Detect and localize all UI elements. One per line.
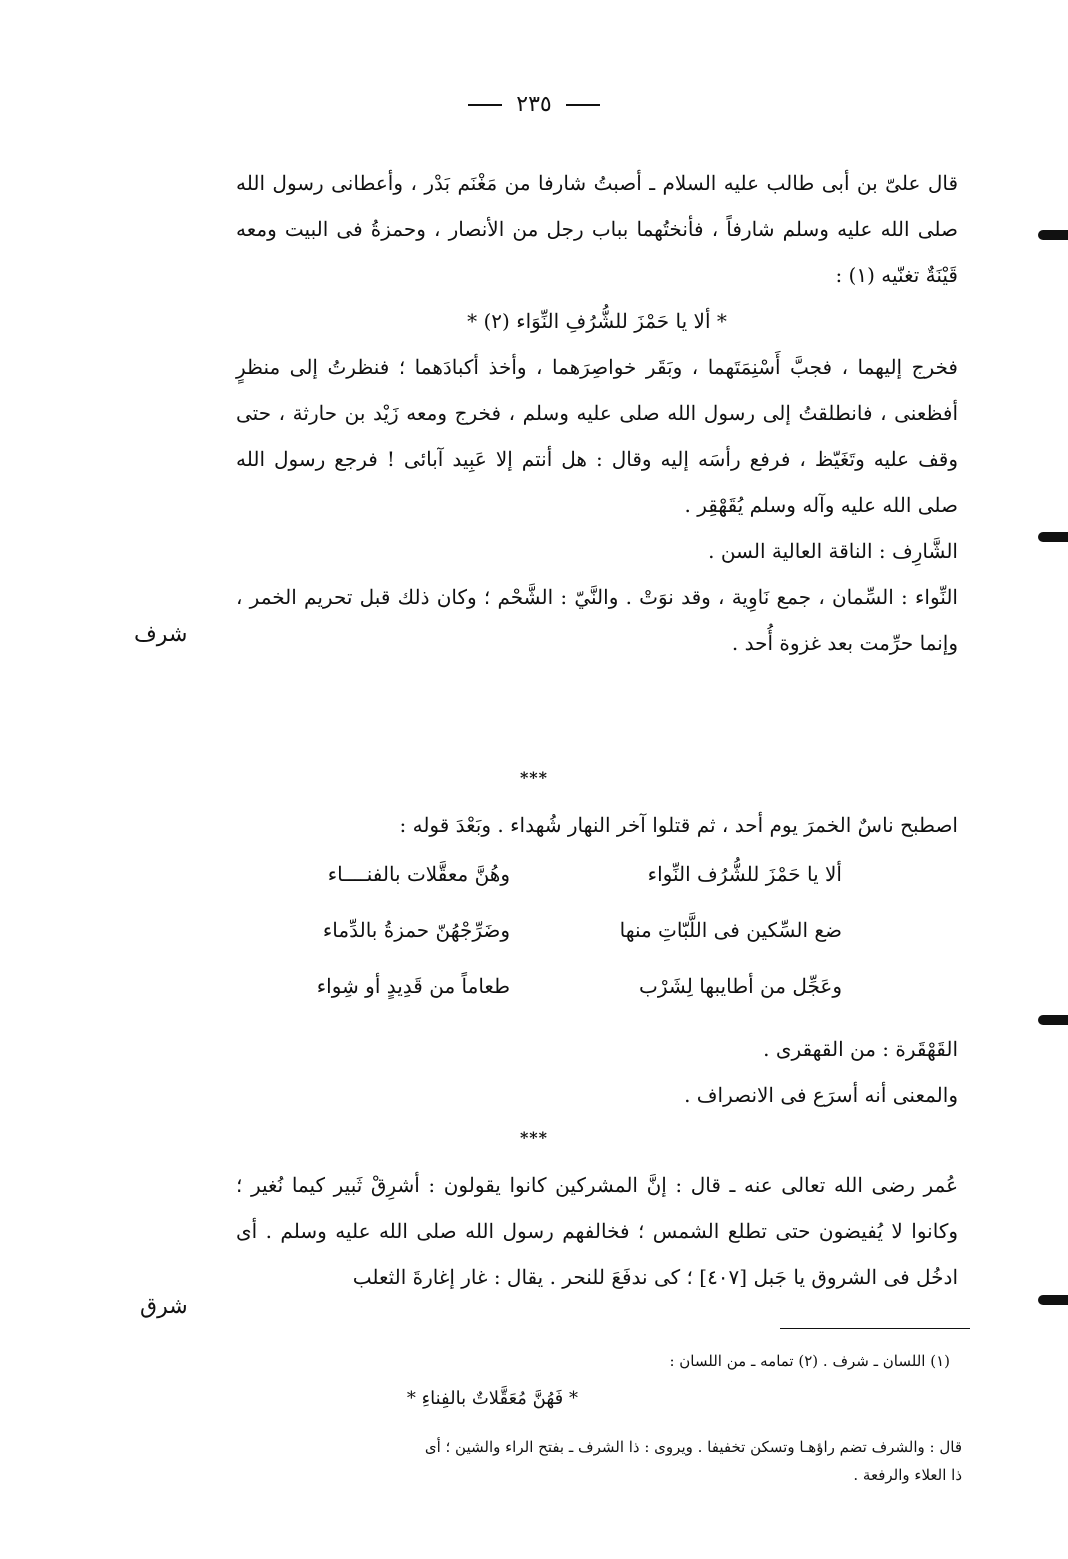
- edge-mark: [1038, 230, 1068, 240]
- section3-text: عُمر رضى الله تعالى عنه ـ قال : إنَّ المشركين كانوا يقولون : أشرِقْ ثَبير كيما نُغير ؛ وكانوا لا يُفيضون حتى تطلع الشمس ؛ فخالفهم رسول الله صلى الله عليه وسلم . أى ادخُل فى الشروق يا جَبل [٤٠٧] ؛ كى ندفَعَ للنحر . يقال : غار إغارةَ الثعلب: [236, 1173, 958, 1289]
- edge-mark: [1038, 1295, 1068, 1305]
- dash-left: [468, 104, 502, 106]
- section3-block: [236, 1162, 958, 1300]
- dash-right: [566, 104, 600, 106]
- verse-3-right: وعَجِّل من أطايبها لِشَرْب: [639, 974, 842, 998]
- paragraph-niwa-definition: النِّواء : السِّمان ، جمع نَاوِية ، وقد نوَتْ . والنَّيّ : الشَّحْم ؛ وكان ذلك قبل تحريم الخمر ، وإنما حرِّمت بعد غزوة أُحد .: [236, 585, 958, 655]
- verse-3-left: طعاماً من قَدِيدٍ أو شِواء: [316, 974, 510, 998]
- section-separator: ***: [519, 768, 549, 787]
- paragraph-ali-narration: قال علىّ بن أبى طالب عليه السلام ـ أصبتُ شارفا من مَغْنَم بَدْر ، وأعطانى رسول الله صلى الله عليه وسلم شارفاً ، فأنختُهما بباب رجل من الأنصار ، وحمزةُ فى البيت ومعه قَيْنَةٌ تغنّيه (١) :: [236, 171, 958, 287]
- edge-mark: [1038, 532, 1068, 542]
- section2-intro: [236, 802, 958, 848]
- paragraph-sharif-definition: الشَّارِف : الناقة العالية السن .: [708, 539, 958, 563]
- footnote-verse: * فَهُنَّ مُعَقَّلاتٌ بالفِناءِ *: [406, 1388, 578, 1409]
- footnote-line-2: قال : والشرف تضم راؤهـا وتسكن تخفيفا . ويروى : ذا الشرف ـ بفتح الراء والشين ؛ أى: [424, 1438, 962, 1456]
- page-number-text: ٢٣٥: [516, 92, 552, 117]
- footnote-divider: [780, 1328, 970, 1329]
- verse-1-right: ألا يا حَمْزَ للشُّرُف النِّواء: [647, 862, 842, 886]
- verse-1-left: وهُنَّ معقَّلات بالفنــــاء: [327, 862, 510, 886]
- page-number: [0, 92, 1068, 117]
- verse-2-left: وضَرِّجْهُنّ حمزةُ بالدِّماء: [322, 918, 510, 942]
- section2-intro-text: اصطبح ناسٌ الخمرَ يوم أحد ، ثم قتلوا آخر النهار شُهداء . وبَعْدَ قوله :: [399, 813, 958, 837]
- meaning-line: والمعنى أنه أسرَع فى الانصراف .: [684, 1083, 958, 1107]
- qahqara-definition: القَهْقَرة : من القهقرى .: [763, 1037, 958, 1061]
- margin-word-sharaq: شرق: [140, 1294, 188, 1319]
- margin-word-sharaf: شرف: [134, 622, 188, 647]
- paragraph-story: فخرج إليهما ، فجبَّ أَسْنِمَتَهما ، وبَقَر خواصِرَهما ، وأخذ أكبادَهما ؛ فنظرتُ إلى منظرٍ أفظعنى ، فانطلقتُ إلى رسول الله صلى عليه وسلم ، فخرج ومعه زَيْد بن حارثة ، حتى وقف عليه وتَغَيّظ ، فرفع رأسَه إليه وقال : هل أنتم إلا عَبِيد آبائى ! فرجع رسول الله صلى الله عليه وآله وسلم يُقَهْقِر .: [236, 355, 958, 517]
- main-text-block: [236, 160, 958, 666]
- footnote-line-3: ذا العلاء والرفعة .: [853, 1466, 962, 1484]
- section-separator-2: ***: [519, 1128, 549, 1147]
- footnote-line-1: (١) اللسان ـ شرف . (٢) تمامه ـ من اللسان :: [669, 1352, 950, 1370]
- edge-mark: [1038, 1015, 1068, 1025]
- verse-2-right: ضع السِّكين فى اللَّبّاتِ منها: [619, 918, 842, 942]
- verse-quote: * ألا يا حَمْزَ للشُّرُفِ النِّوَاء (٢) *: [467, 309, 727, 333]
- section2-lines: [236, 1026, 958, 1118]
